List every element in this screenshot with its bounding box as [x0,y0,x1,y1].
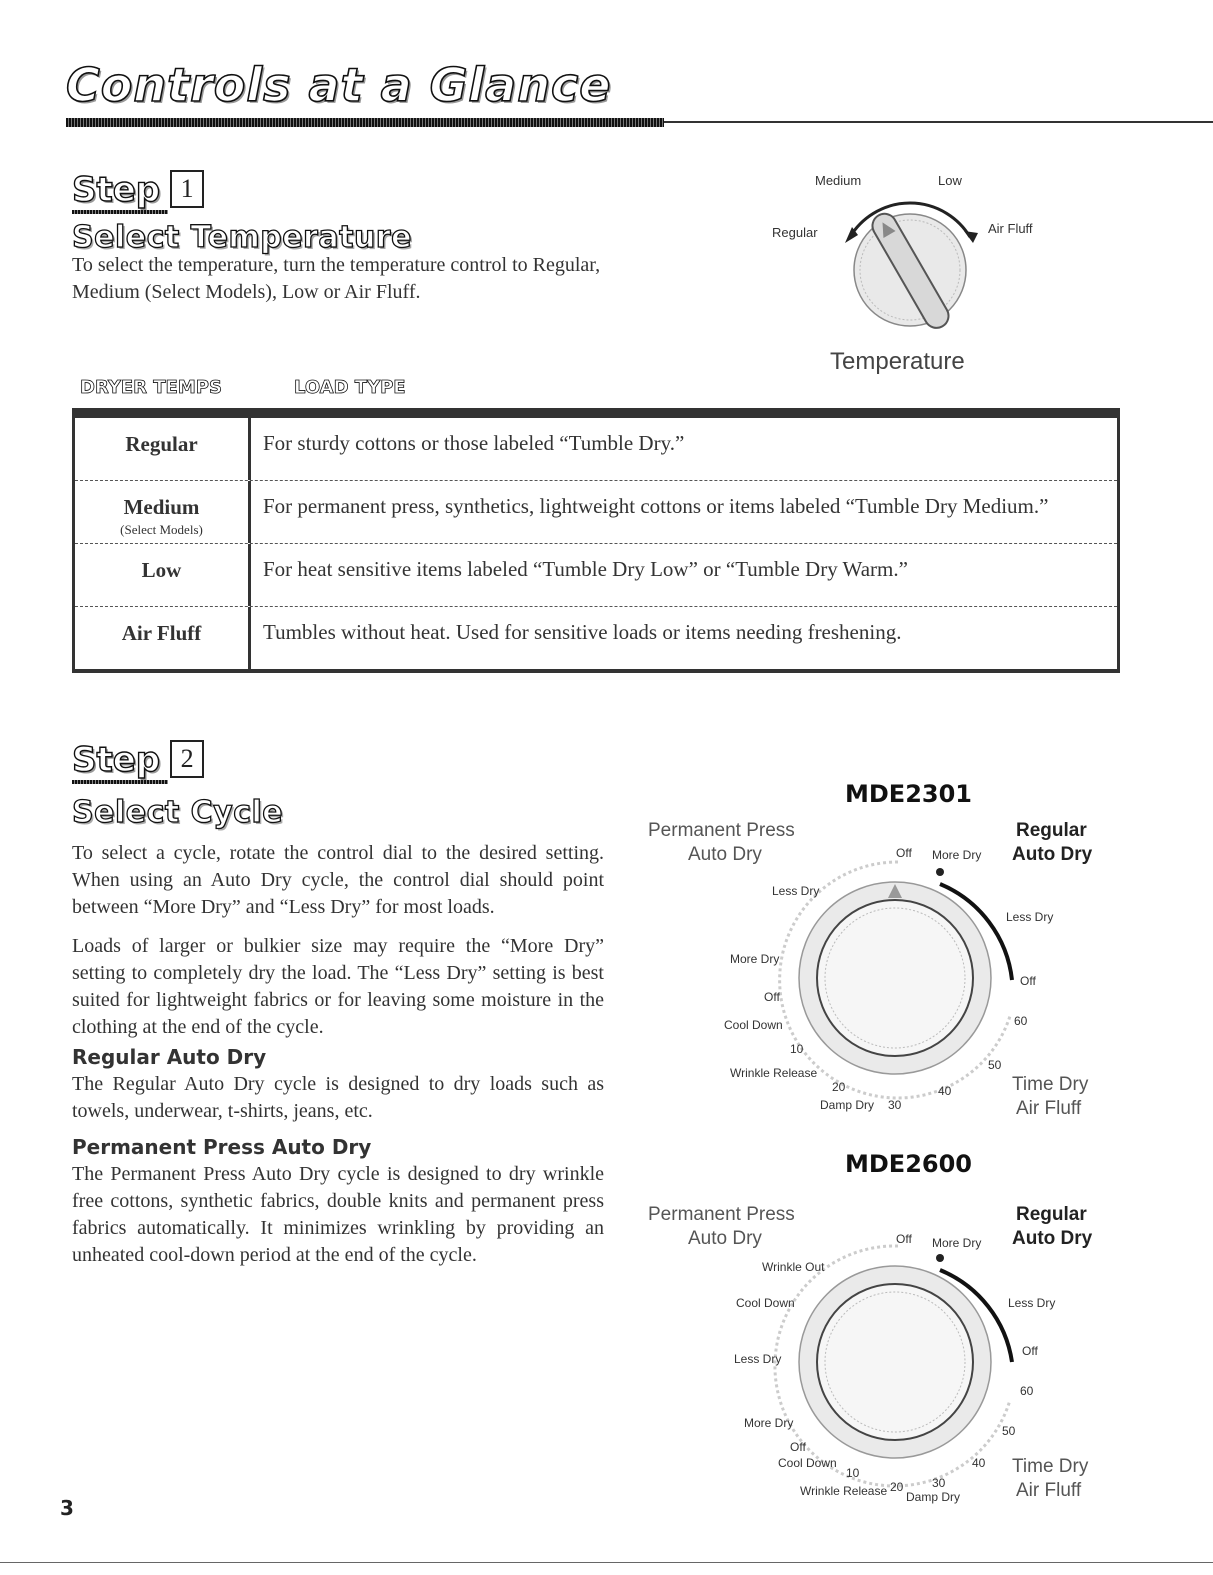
mark-off-left: Off [764,990,780,1004]
step2-title: Select Cycle [72,795,284,830]
temperature-caption: Temperature [830,348,965,375]
cycle-dial-graphic [640,1150,1110,1510]
mark-less-dry-right: Less Dry [1006,910,1054,924]
temperature-dial-figure [760,165,1060,380]
mark-20: 20 [832,1080,846,1094]
regular-line2: Auto Dry [1012,844,1093,865]
regular-auto-dry-heading: Regular Auto Dry [72,1045,267,1069]
temp-name: Air Fluff [75,607,251,669]
mark-30: 30 [888,1098,902,1112]
time-dry-line2: Air Fluff [1016,1098,1082,1119]
table-row [75,544,1117,607]
mark-40: 40 [938,1084,952,1098]
step1-intro: To select the temperature, turn the temperature control to Regular, Medium (Select Models), Low or Air Fluff. [72,254,601,303]
time-dry-line2: Air Fluff [1016,1480,1082,1501]
mark-wrinkle-out: Wrinkle Out [762,1260,825,1274]
mark-off-right: Off [1022,1344,1038,1358]
regular-auto-dry-text: The Regular Auto Dry cycle is designed to dry loads such as towels, underwear, t-shirts, jeans, etc. [72,1073,604,1122]
mark-50: 50 [988,1058,1002,1072]
regular-line1: Regular [1016,820,1087,841]
step1-number: 1 [170,170,204,208]
mark-10: 10 [846,1466,860,1480]
perm-press-line1: Permanent Press [648,820,795,841]
time-dry-line1: Time Dry [1012,1074,1089,1095]
step2-underline [72,780,168,784]
mark-more-dry-left: More Dry [744,1416,794,1430]
col-header-load-type: LOAD TYPE [294,377,406,398]
temp-name: Medium (Select Models) [75,481,251,543]
cycle-dial-graphic [640,780,1110,1125]
mark-damp-dry: Damp Dry [820,1098,875,1112]
page-number: 3 [60,1496,74,1520]
cycle-dial-mde2301 [640,780,1110,1125]
mark-60: 60 [1020,1384,1034,1398]
perm-press-text: The Permanent Press Auto Dry cycle is designed to dry wrinkle free cottons, synthetic fabrics, double knits and permanent press fabrics automatically. It minimizes wrinkling by providing an unheated cool-down period at the end of the cycle. [72,1163,604,1266]
mark-off-top: Off [896,1232,912,1246]
perm-press-line1: Permanent Press [648,1204,795,1225]
mark-40: 40 [972,1456,986,1470]
step2-label: Step [72,740,161,780]
temp-name: Regular [75,418,251,480]
step1-label: Step [72,170,161,210]
load-type: For permanent press, synthetics, lightweight cottons or items labeled “Tumble Dry Medium.” [263,494,1049,518]
mark-less-dry-right: Less Dry [1008,1296,1056,1310]
mark-off-right: Off [1020,974,1036,988]
mark-less-dry-left: Less Dry [772,884,820,898]
step1-heading [72,170,204,214]
step2-para2: Loads of larger or bulkier size may require the “More Dry” setting to completely dry the load. The “Less Dry” setting is best suited for lightweight fabrics or for leaving some moisture in the clothing at the end of the cycle. [72,935,604,1038]
mark-more-dry-right: More Dry [932,848,982,862]
temp-note: (Select Models) [120,522,203,537]
mark-50: 50 [1002,1424,1016,1438]
step1-underline [72,210,168,214]
mark-damp-dry: Damp Dry [906,1490,961,1504]
mark-cool-down: Cool Down [778,1456,837,1470]
temp-label-medium: Medium [815,173,862,188]
model-name: MDE2600 [845,1150,972,1178]
bottom-rule [0,1562,1213,1563]
load-type: Tumbles without heat. Used for sensitive loads or items needing freshening. [263,620,902,644]
table-row [75,481,1117,544]
page-title: Controls at a Glance [66,58,612,112]
temp-label-low: Low [938,173,962,188]
mark-20: 20 [890,1480,904,1494]
model-name: MDE2301 [845,780,972,808]
mark-30: 30 [932,1476,946,1490]
mark-cool-down: Cool Down [724,1018,783,1032]
step2-number: 2 [170,740,204,778]
cycle-dial-mde2600 [640,1150,1110,1510]
step2-para1: To select a cycle, rotate the control dial to the desired setting. When using an Auto Dry cycle, the control dial should point between “More Dry” and “Less Dry” for most loads. [72,842,604,918]
mark-10: 10 [790,1042,804,1056]
dryer-temps-table [72,408,1120,673]
regular-line2: Auto Dry [1012,1228,1093,1249]
perm-press-line2: Auto Dry [688,844,762,865]
mark-wrinkle-release: Wrinkle Release [800,1484,888,1498]
regular-line1: Regular [1016,1204,1087,1225]
mark-more-dry-left: More Dry [730,952,780,966]
mark-60: 60 [1014,1014,1028,1028]
step1-title: Select Temperature [72,220,412,255]
perm-press-line2: Auto Dry [688,1228,762,1249]
mark-more-dry-right: More Dry [932,1236,982,1250]
temp-label-regular: Regular [772,225,818,240]
load-type: For sturdy cottons or those labeled “Tumble Dry.” [263,431,685,455]
title-rule-extension [664,121,1213,123]
step2-text-column [72,840,604,1269]
temp-name: Low [75,544,251,606]
table-row [75,607,1117,669]
title-rule [66,118,664,127]
mark-less-dry-left: Less Dry [734,1352,782,1366]
step2-heading [72,740,204,784]
mark-wrinkle-release: Wrinkle Release [730,1066,818,1080]
perm-press-heading: Permanent Press Auto Dry [72,1135,372,1159]
col-header-dryer-temps: DRYER TEMPS [80,377,222,398]
temp-label-air-fluff: Air Fluff [988,221,1033,236]
mark-off-top: Off [896,846,912,860]
table-row [75,418,1117,481]
load-type: For heat sensitive items labeled “Tumble Dry Low” or “Tumble Dry Warm.” [263,557,908,581]
mark-cool-down-top: Cool Down [736,1296,795,1310]
mark-off-left: Off [790,1440,806,1454]
time-dry-line1: Time Dry [1012,1456,1089,1477]
